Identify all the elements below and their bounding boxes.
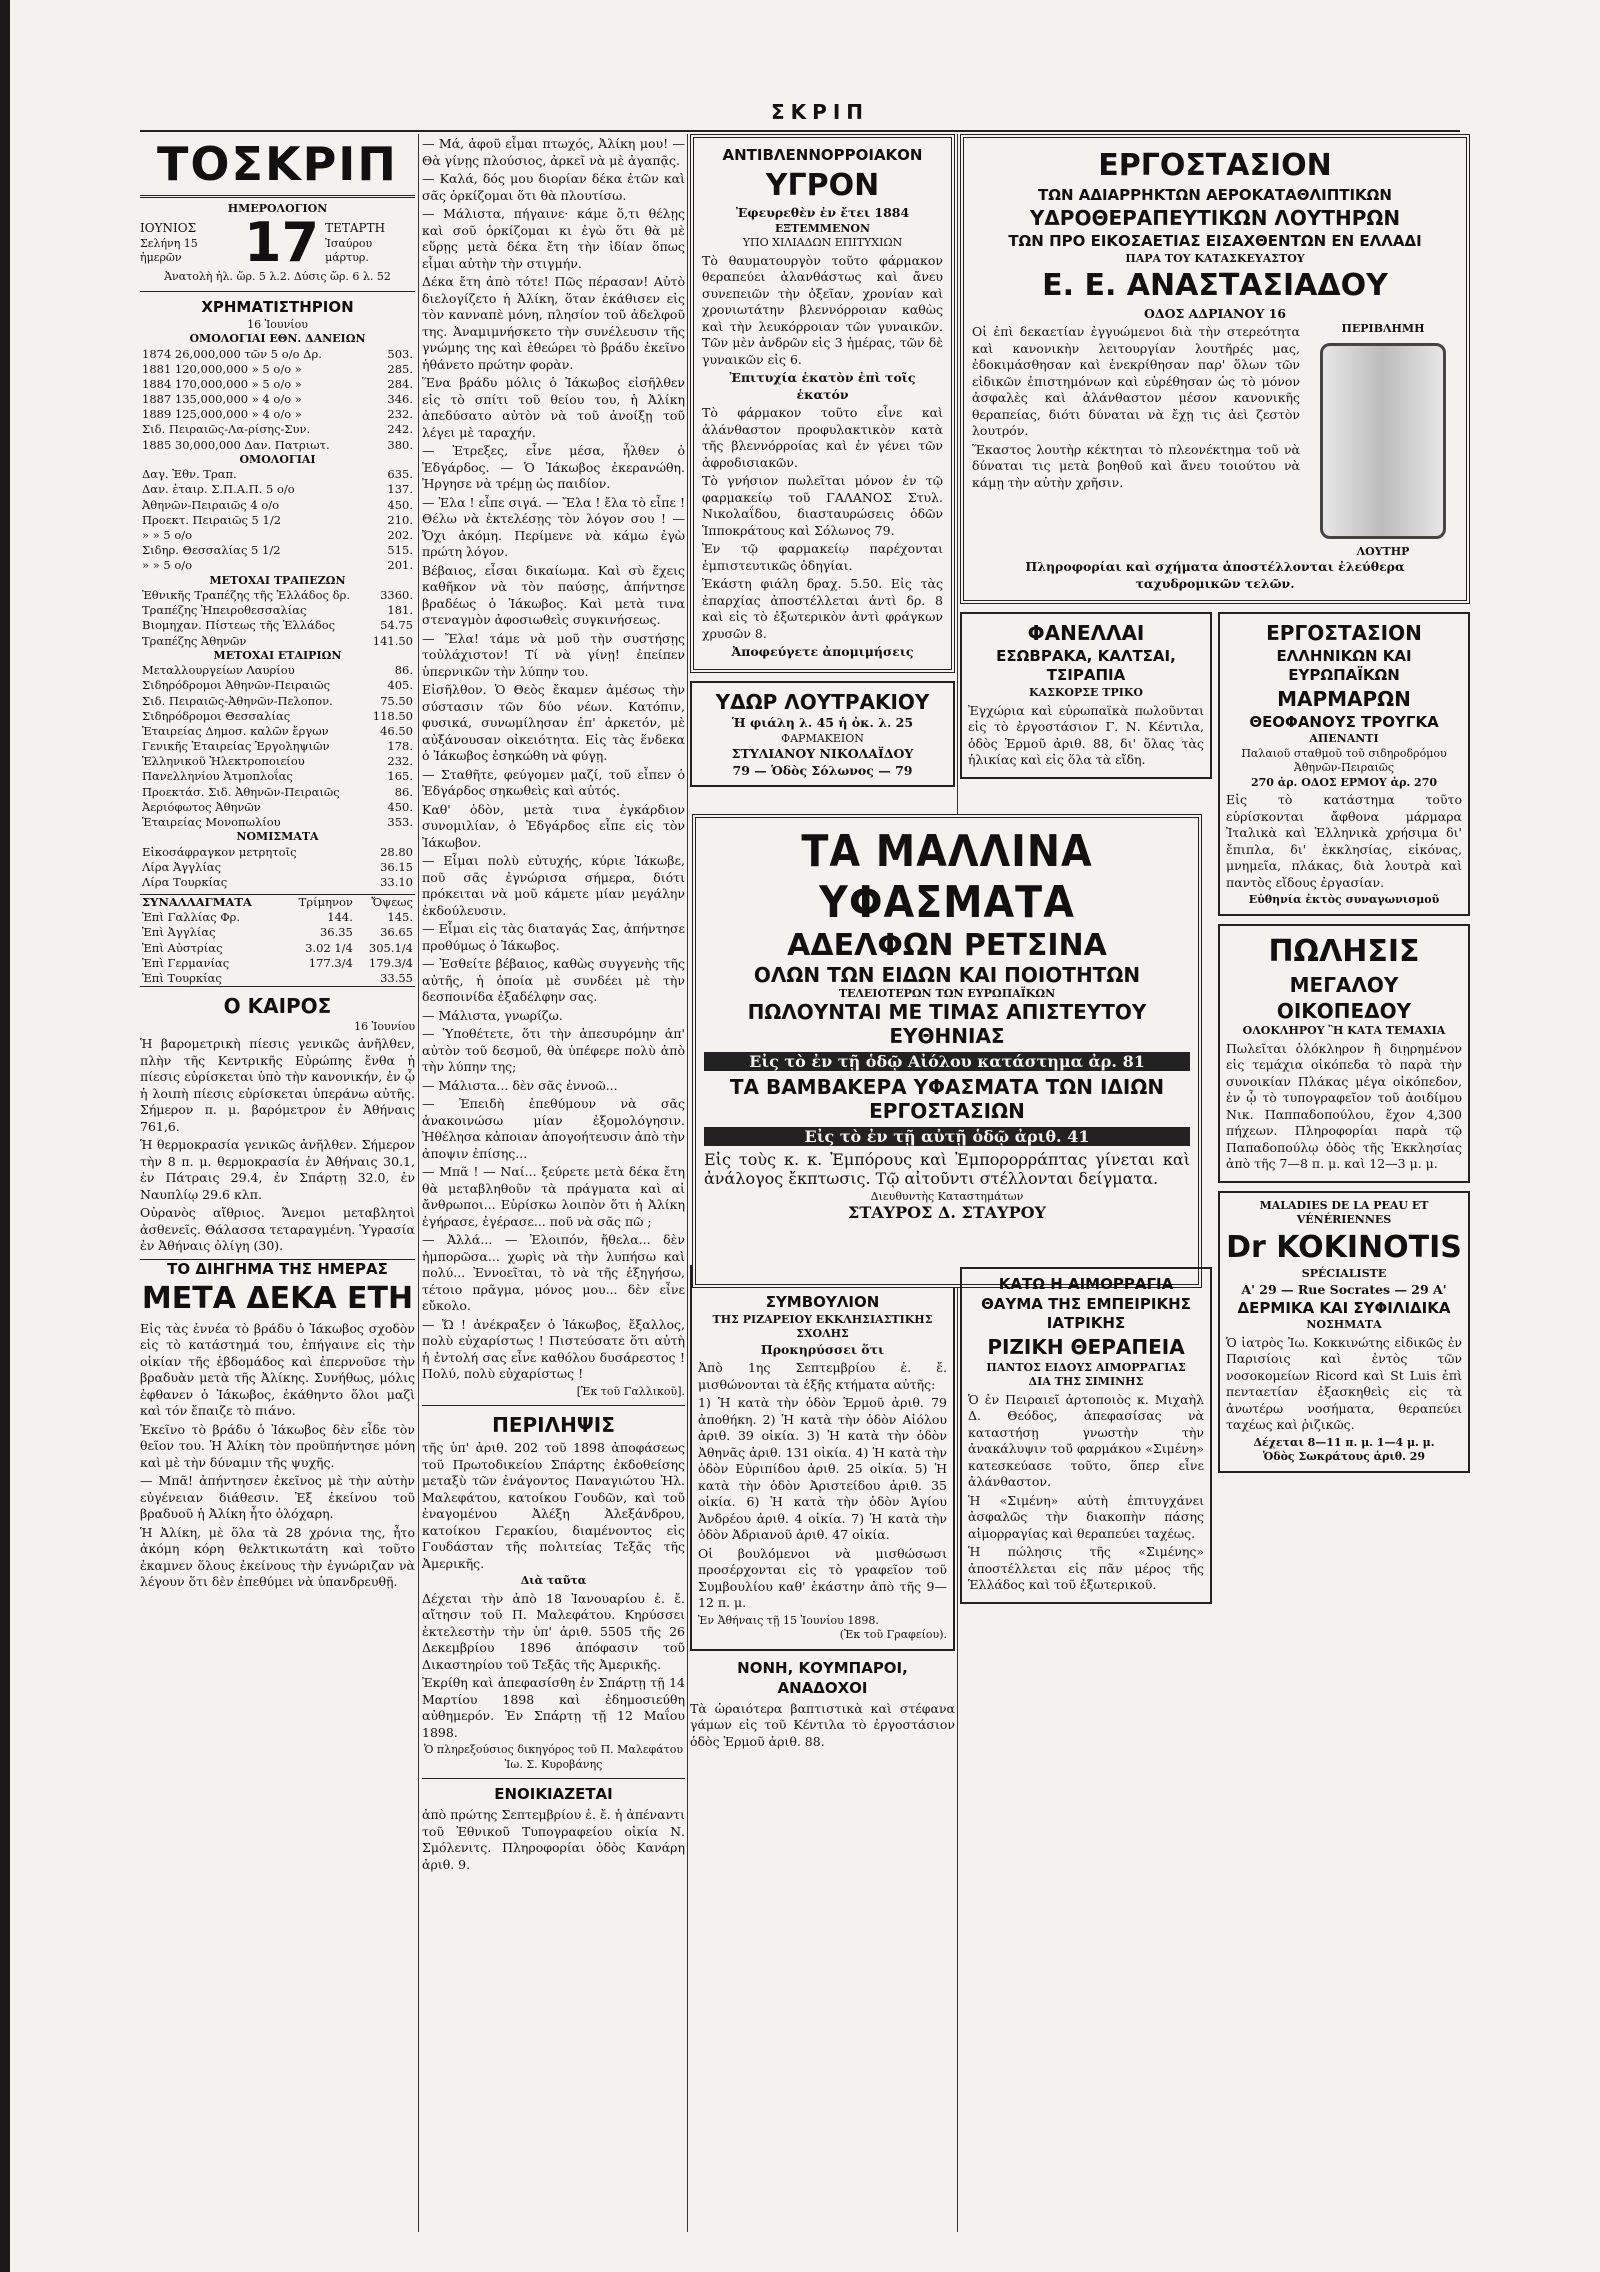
ad-title: ΚΑΤΩ Η ΑΙΜΟΡΡΑΓΙΑ: [998, 1274, 1174, 1293]
story-paragraph: Καθ' ὁδὸν, μετὰ τινα ἐγκάρδιον συνομιλίαν, ὁ Ἐδγάρδος εἶπε εἰς τὸν Ἰάκωβον.: [422, 801, 685, 850]
weather-text: Οὐρανὸς αἴθριος. Ἄνεμοι μεταβλητοὶ ἀσθενεῖς. Θάλασσα τεταραγμένη. Ὑγρασία ἐν Ἀθήναις ὀλίγη (30).: [140, 1205, 415, 1254]
column-1: [140, 134, 415, 2232]
ad-subtitle: ΤΩΝ ΑΔΙΑΡΡΗΚΤΩΝ ΑΕΡΟΚΑΤΑΘΛΙΠΤΙΚΩΝ: [1037, 185, 1392, 204]
coins-table: [140, 845, 415, 891]
table-row: Σιδηρόδρομοι Θεσσαλίας 118.50: [142, 708, 413, 723]
table-row: Προεκτάσ. Σιδ. Ἀθηνῶν-Πειραιῶς 86.: [142, 784, 413, 799]
story-paragraph: — Εἶμαι πολὺ εὐτυχής, κύριε Ἰάκωβε, ποῦ σᾶς ἐγνώρισα σήμερα, διότι πρόκειται νὰ μοῦ κάμετε μίαν μεγάλην ἐκδούλευσιν.: [422, 853, 685, 918]
saint-of-day: Ἰσαύρου μάρτυρ.: [325, 236, 373, 265]
story-paragraph: — Ἐτρεξες, εἶνε μέσα, ἦλθεν ὁ Ἐδγάρδος. — Ὁ Ἰάκωβος ἐκερανώθη. Ἠργησε νὰ τρέμῃ ὡς παιδίον.: [422, 443, 685, 491]
ad-address: Α' 29 — Rue Socrates — 29 Α': [1241, 1282, 1447, 1297]
story-paragraph: Ἡ Ἀλίκη, μὲ ὅλα τὰ 28 χρόνια της, ἦτο ἀκόμη κόρη θελκτικωτάτη καὶ τοῦτο ἐκαμνεν ὅλους ἐκείνους τὴν ἐγνώριζαν νὰ λέγουν ὅτι δὲν ἐπεθύμει νὰ ὑπανδρευθῇ.: [140, 1524, 415, 1590]
table-row: Ἐθνικῆς Τραπέζης τῆς Ἑλλάδος δρ. 3360.: [142, 588, 413, 603]
notice-text: 1) Ἡ κατὰ τὴν ὁδὸν Ἑρμοῦ ἀριθ. 79 ἀποθήκη. 2) Ἡ κατὰ τὴν ὁδὸν Αἰόλου ἀριθ. 39 οἰκία. 3) Ἡ κατὰ τὴν ὁδὸν Ἀθηνᾶς ἀριθ. 131 οἰκία. 4) Ἡ κατὰ τὴν ὁδὸν Εὐριπίδου ἀριθ. 25 οἰκία. 5) Ἡ κατὰ τὴν ὁδὸν Ἀριστείδου ἀριθ. 35 οἰκία. 6) Ἡ κατὰ τὴν ὁδὸν Ἁγίου Ἀνδρέου ἀριθ. 4 οἰκία. 7) Ἡ κατὰ τὴν ὁδὸν Ἀδριανοῦ ἀριθ. 47 οἰκία.: [698, 1395, 947, 1543]
ad-subtitle: ΘΑΥΜΑ ΤΗΣ ΕΜΠΕΙΡΙΚΗΣ ΙΑΤΡΙΚΗΣ: [981, 1294, 1191, 1333]
table-row: Ἀεριόφωτος Ἀθηνῶν 450.: [142, 799, 413, 814]
story-paragraph: — Μά, ἀφοῦ εἶμαι πτωχός, Ἀλίκη μου! — Θὰ γίνῃς πλούσιος, ἀρκεῖ νὰ μὲ ἀγαπᾷς.: [422, 136, 685, 168]
table-row: Σιδηρ. Θεσσαλίας 5 1/2 515.: [142, 543, 413, 558]
ad-subtitle: ΔΕΡΜΙΚΑ ΚΑΙ ΣΥΦΙΛΙΔΙΚΑ: [1237, 1298, 1451, 1317]
weather-title: Ο ΚΑΙΡΟΣ: [223, 994, 332, 1019]
ad-signature-label: Διευθυντὴς Καταστημάτων: [870, 1190, 1024, 1203]
ad-subtitle: ΚΑΣΚΟΡΣΕ ΤΡΙΚΟ: [1028, 686, 1144, 700]
table-row: 1887 135,000,000 » 4 ο/ο » 346.: [142, 392, 413, 407]
ad-title: ΜΕΓΑΛΟΥ ΟΙΚΟΠΕΔΟΥ: [1276, 972, 1412, 1023]
ad-title: ΤΑ ΜΑΛΛΙΝΑ ΥΦΑΣΜΑΤΑ: [801, 826, 1093, 928]
ad-text: Τὸ γνήσιον πωλεῖται μόνον ἐν τῷ φαρμακείῳ τοῦ ΓΑΛΑΝΟΣ Στυλ. Νικολαΐδου, διασταυρώσεις ὁδῶν Ἱπποκράτους καὶ Σόλωνος 79.: [702, 473, 943, 538]
ad-address: Εἰς τὸ ἐν τῇ αὐτῇ ὁδῷ ἀριθ. 41: [704, 1127, 1190, 1146]
ad-subtitle: ΠΑΝΤΟΣ ΕΙΔΟΥΣ ΑΙΜΟΡΡΑΓΙΑΣ: [986, 1360, 1186, 1374]
fx-table: [140, 894, 415, 987]
ad-subtitle: Παλαιοῦ σταθμοῦ τοῦ σιδηροδρόμου Ἀθηνῶν-Πειραιῶς: [1241, 746, 1447, 775]
figure-label: ΛΟΥΤΗΡ: [1356, 544, 1410, 558]
ad-subtitle: ΕΛΛΗΝΙΚΩΝ ΚΑΙ ΕΥΡΩΠΑΪΚΩΝ: [1276, 646, 1412, 685]
ad-footer: Πληροφορίαι καὶ σχήματα ἀποστέλλονται ἐλεύθερα ταχυδρομικῶν τελῶν.: [1025, 559, 1405, 591]
story-paragraph: — Ἐπειδὴ ἐπεθύμουν νὰ σᾶς ἀνακοινώσω μίαν ἐξομολόγησιν. Ἠθέλησα κἀποιαν ἀπογοήτευσιν ἀπὸ τὴν ἀποψιν ἐπίσης...: [422, 1096, 685, 1161]
weekday: ΤΕΤΑΡΤΗ: [325, 220, 386, 235]
ad-text: Ἐγχώρια καὶ εὐρωπαϊκὰ πωλοῦνται εἰς τὸ ἐργοστάσιον Γ. Ν. Κέντιλα, ὁδὸς Ἑρμοῦ ἀριθ. 88, δι' ὅλας τὰς ἡλικίας καὶ εἰς ὅλα τὰ εἴδη.: [968, 702, 1204, 768]
center-ad-spacer: [960, 787, 1212, 1267]
ad-subtitle: ΣΤΥΛΙΑΝΟΥ ΝΙΚΟΛΑΪΔΟΥ: [731, 746, 914, 762]
ad-signature: ΣΤΑΥΡΟΣ Δ. ΣΤΑΥΡΟΥ: [848, 1203, 1046, 1222]
month: ΙΟΥΝΙΟΣ: [140, 220, 197, 235]
table-row: Γενικῆς Ἑταιρείας Ἐργοληψιῶν 178.: [142, 739, 413, 754]
story-paragraph: Ἐκεῖνο τὸ βράδυ ὁ Ἰάκωβος δὲν εἶδε τὸν θεῖον του. Ἡ Ἀλίκη τὸν προϋπήντησε μόνη καὶ μὲ τὴν δύναμιν τῆς ψυχῆς.: [140, 1421, 415, 1470]
story-paragraph: Εἰς τὰς ἐννέα τὸ βράδυ ὁ Ἰάκωβος σχοδὸν εἰς τὸ κατάστημά του, ἐπήγαινε εἰς τὴν οἰκίαν τῆς ἑβδομάδος καὶ ἐπερνοῦσε τὴν βραδυὰν μετὰ τῆς Ἀλίκης. Συνήθως, μόλις ἐφθανεν ὁ Ἰάκωβος, ἐκάθηντο ὅλοι μαζὶ καὶ τόν ἔπαιζε τὸ πιάνο.: [140, 1320, 415, 1419]
ad-text: Εἰς τὸ κατάστημα τοῦτο εὑρίσκονται ἄφθονα μάρμαρα Ἰταλικὰ καὶ Ἑλληνικὰ χρήσιμα δι' ἔπιπλα, δι' ἐκκλησίας, εἰκόνας, μνημεῖα, πλάκας, διὰ λουτρὰ καὶ παντὸς εἴδους ἐργασίαν.: [1226, 792, 1462, 890]
table-row: 1885 30,000,000 Δαν. Πατριωτ. 380.: [142, 437, 413, 452]
weather-text: Ἡ βαρομετρικὴ πίεσις γενικῶς ἀνῆλθεν, πλὴν τῆς Κεντρικῆς Εὐρώπης ἔνθα ἡ πίεσις εὑρίσκεται ὑπὸ τὴν κανονικήν, ἐν ᾧ ἡ λοιπὴ πίεσις εὑρίσκεται ὑπεράνω αὐτῆς. Σήμερον π. μ. βαρόμετρον ἐν Ἀθήναις 761,6.: [140, 1036, 415, 1134]
table-row: Εἰκοσάφραγκον μετρητοῖς 28.80: [142, 844, 413, 859]
hemorrhage-ad: [960, 1267, 1212, 1604]
notice-text: Ἀπὸ 1ης Σεπτεμβρίου ἐ. ἔ. μισθώνονται τὰ ἑξῆς κτήματα αὐτῆς:: [698, 1360, 947, 1392]
table-row: Μεταλλουργείων Λαυρίου 86.: [142, 663, 413, 678]
weather-date: 16 Ἰουνίου: [354, 1019, 415, 1033]
ad-subtitle: ΤΕΛΕΙΟΤΕΡΩΝ ΤΩΝ ΕΥΡΩΠΑΪΚΩΝ: [838, 987, 1056, 1000]
story-paragraph: — Εἶμαι εἰς τὰς διαταγάς Σας, ἀπήντησε προθύμως ὁ Ἰάκωβος.: [422, 921, 685, 953]
section-heading: ΜΕΤΟΧΑΙ ΤΡΑΠΕΖΩΝ: [209, 573, 346, 587]
rent-text: ἀπὸ πρώτης Σεπτεμβρίου ἐ. ἔ. ἡ ἀπέναντι τοῦ Ἐθνικοῦ Τυπογραφείου οἰκία Ν. Σμόλενιτς. Πληροφορίαι ὁδὸς Κανάρη ἀριθ. 9.: [422, 1807, 685, 1872]
ad-text: Ὁ ἰατρὸς Ἰω. Κοκκινώτης εἰδικῶς ἐν Παρισίοις καὶ ἐντὸς τῶν νοσοκομείων Ricord καὶ St Luis ἐπὶ πενταετίαν ἐξασκηθεὶς εἰς τὰ ἀνωτέρω νοσήματα, θεραπεύει ταχέως καὶ ῥιζικῶς.: [1226, 1334, 1462, 1433]
perilipsis-text: Ἐκρίθη καὶ ἀπεφασίσθη ἐν Σπάρτῃ τῇ 14 Μαρτίου 1898 καὶ ἐδημοσιεύθη αὐθημερόν. Ἐν Σπάρτῃ τῇ 12 Μαΐου 1898.: [422, 1675, 685, 1740]
perilipsis-text: Δέχεται τὴν ἀπὸ 18 Ἰανουαρίου ἐ. ἔ. αἴτησιν τοῦ Π. Μαλεφάτου. Κηρύσσει ἐκτελεστὴν τὴν ὑπ' ἀριθ. 5505 τῆς 26 Δεκεμβρίου 1896 ἀπόφασιν τοῦ Δικαστηρίου τοῦ Τεξᾶς τῆς Ἀμερικῆς.: [422, 1590, 685, 1672]
table-row: Σιδ. Πειραιῶς-Ἀθηνῶν-Πελοπον. 75.50: [142, 693, 413, 708]
flannel-ad: [960, 612, 1212, 779]
exchange-title: ΧΡΗΜΑΤΙΣΤΗΡΙΟΝ: [201, 297, 354, 316]
story-paragraph: Δέκα ἔτη ἀπὸ τότε! Πῶς πέρασαν! Αὐτὸ διελογίζετο ἡ Ἀλίκη, ὅταν ἐκάθισεν εἰς τὸν κανναπὲ μόνη, πλησίον τοῦ ἀδελφοῦ της. Ἀναμιμνήσκετο τὴν συνέλευσιν τῆς γνώμης της καὶ ἐθεώρει τὸ βράδυ ἐκεῖνο ἡθάνετο πρώτην φορὰν.: [422, 274, 685, 372]
ad-address: 270 ἀρ. ΟΔΟΣ ΕΡΜΟΥ ἀρ. 270: [1250, 775, 1438, 789]
ad-title: ΑΝΤΙΒΛΕΝΝΟΡΡΟΙΑΚΟΝ: [722, 146, 923, 164]
doctor-ad: [1218, 1191, 1470, 1473]
story-title: ΜΕΤΑ ΔΕΚΑ ΕΤΗ: [141, 1281, 414, 1317]
exchange-date: 16 Ἰουνίου: [247, 317, 308, 331]
ad-subtitle: ΑΠΕΝΑΝΤΙ: [1309, 732, 1379, 746]
table-row: Βιομηχαν. Πίστεως τῆς Ἑλλάδος 54.75: [142, 618, 413, 633]
table-row: 1881 120,000,000 » 5 ο/ο » 285.: [142, 361, 413, 376]
table-row: Τραπέζης Ἀθηνῶν 141.50: [142, 633, 413, 648]
section-heading: ΟΜΟΛΟΓΙΑΙ: [239, 452, 316, 466]
table-row: » » 5 ο/ο 201.: [142, 558, 413, 573]
story-paragraph: — Σταθῆτε, φεύγομεν μαζί, τοῦ εἶπεν ὁ Ἐδγάρδος σηκωθεὶς καὶ αὐτός.: [422, 766, 685, 798]
story-paragraph: — Μάλιστα, γνωρίζω.: [422, 1007, 563, 1023]
table-row: Προεκτ. Πειραιῶς 5 1/2 210.: [142, 512, 413, 527]
ad-text: Ἕκαστος λουτὴρ κέκτηται τὸ πλεονέκτημα τοῦ νὰ δύναται τις μετὰ βοηθοῦ καὶ ἄνευ τοιούτου νὰ κάμῃ τὴν αὐτὴν χρῆσιν.: [972, 441, 1300, 490]
table-row: Σιδηρόδρομοι Ἀθηνῶν-Πειραιῶς 405.: [142, 678, 413, 693]
ad-title: ΥΓΡΟΝ: [765, 167, 880, 203]
masthead: ΣΚΡΙΠ: [771, 100, 869, 124]
figure-label: ΠΕΡΙΒΛΗΜΗ: [1341, 322, 1425, 336]
section-heading: ΟΜΟΛΟΓΙΑΙ ΕΘΝ. ΔΑΝΕΙΩΝ: [189, 332, 366, 346]
section-heading: ΝΟΜΙΣΜΑΤΑ: [236, 830, 319, 844]
nonh-text: Τὰ ὡραιότερα βαπτιστικὰ καὶ στέφανα γάμων εἰς τοῦ Κέντιλα τὸ ἐργοστάσιον ὁδὸς Ἑρμοῦ ἀριθ. 88.: [690, 1700, 955, 1749]
table-row: Ἑταιρείας Μονοπωλίου 353.: [142, 814, 413, 829]
bath-factory-ad: [960, 134, 1470, 604]
table-row: Ἑταιρείας Δημοσ. καλῶν ἔργων 46.50: [142, 723, 413, 738]
sunrise-sunset: Ἀνατολὴ ἡλ. ὥρ. 5 λ.2. Δύσις ὥρ. 6 λ. 52: [164, 270, 391, 284]
page-edge-shadow: [0, 0, 10, 2272]
table-row: Πανελληνίου Ἀτμοπλοΐας 165.: [142, 769, 413, 784]
bathtub-illustration: [1320, 343, 1446, 539]
perilipsis-subtitle: Διὰ ταῦτα: [520, 1574, 587, 1588]
table-row: 1884 170,000,000 » 5 ο/ο » 284.: [142, 376, 413, 391]
ad-text: Ἡ «Σιμένη» αὐτὴ ἐπιτυγχάνει ἀσφαλῶς τὴν διακοπὴν πάσης αἱμορραγίας καὶ θεραπεύει ταχέως.: [968, 1492, 1204, 1541]
story-paragraph: — Ἀλλά... — Ἐλοιπόν, ἤθελα... δὲν ἠμπορῶσα... χωρὶς νὰ τὴν λυπήσω καὶ πολύ... Ἐννοεῖται, τὸ νὰ τῆς ἐξηγήσω, τέτοιο πρᾶγμα, μόνος μου... δὲν εἶνε εὔκολο.: [422, 1232, 685, 1313]
table-row: Σιδ. Πειραιῶς-Λα-ρίσης-Συν. 242.: [142, 422, 413, 437]
date-block: [140, 211, 415, 275]
ad-text: Εἰς τοὺς κ. κ. Ἐμπόρους καὶ Ἐμπορορράπτας γίνεται καὶ ἀνάλογος ἔκπτωσις. Τῷ αἰτοῦντι στέλλονται δείγματα.: [704, 1150, 1190, 1188]
nonh-title: ΝΟΝΗ, ΚΟΥΜΠΑΡΟΙ, ΑΝΑΔΟΧΟΙ: [737, 1658, 908, 1697]
synvoulion-notice: [690, 1265, 955, 1651]
bonds-table-2: [140, 467, 415, 573]
loutraki-ad: [690, 681, 955, 787]
land-sale-ad: [1218, 924, 1470, 1183]
notice-source: (Ἐκ τοῦ Γραφείου).: [839, 1628, 947, 1642]
story-paragraph: — Ὤ ! ἀνέκραξεν ὁ Ἰάκωβος, ἔξαλλος, πολὺ εὐχαρίστως ! Πιστεύσατε ὅτι αὐτὴ ἡ ἐντολή σας εἶνε καθόλου δυσάρεστος ! Πολύ, πολὺ εὐχαρίστως !: [422, 1316, 685, 1381]
table-row: Ἐπὶ Ἀγγλίας 36.35 36.65: [142, 925, 413, 940]
ad-subtitle: ΠΩΛΟΥΝΤΑΙ ΜΕ ΤΙΜΑΣ ΑΠΙΣΤΕΥΤΟΥ ΕΥΘΗΝΙΑΣ: [747, 1000, 1147, 1048]
table-row: Δαν. ἐταιρ. Σ.Π.Α.Π. 5 ο/ο 137.: [142, 482, 413, 497]
ad-title: Dr KOKINOTIS: [1226, 1229, 1462, 1265]
ad-subtitle: ΜΑΡΜΑΡΩΝ: [1277, 687, 1411, 712]
story-paragraph: — Μάλιστα... δὲν σᾶς ἐννοῶ...: [422, 1077, 618, 1093]
table-row: 1874 26,000,000 τῶν 5 ο/ο Δρ. 503.: [142, 346, 413, 361]
ad-title: ΕΡΓΟΣΤΑΣΙΟΝ: [1098, 148, 1332, 183]
ad-subtitle: ΤΑ ΒΑΜΒΑΚΕΡΑ ΥΦΑΣΜΑΤΑ ΤΩΝ ΙΔΙΩΝ ΕΡΓΟΣΤΑΣΙΩΝ: [729, 1075, 1165, 1123]
ad-subtitle: ΑΔΕΛΦΩΝ ΡΕΤΣΙΝΑ: [787, 928, 1107, 963]
ad-address: Ὁδὸς Σωκράτους ἀριθ. 29: [1262, 1450, 1426, 1464]
antivlennorroiakon-ad: [690, 134, 955, 673]
perilipsis-text: τῆς ὑπ' ἀριθ. 202 τοῦ 1898 ἀποφάσεως τοῦ Πρωτοδικείου Σπάρτης ἐκδοθείσης μεταξὺ τῶν ἐνάγοντος Παναγιώτου Ἠλ. Μαλεφάτου, κατοίκου Γουδῶν, καὶ τοῦ ἐναγομένου Ἀλέξη Ἀλεξάνδρου, κατοίκου Γερακίου, διαμένοντος εἰς Γουδάσταν τῆς πολιτείας Τεξᾶς τῆς Ἀμερικῆς.: [422, 1440, 685, 1571]
section-heading: ΜΕΤΟΧΑΙ ΕΤΑΙΡΙΩΝ: [213, 648, 342, 662]
companies-table: [140, 663, 415, 830]
moon-phase: Σελήνη 15 ἡμερῶν: [140, 236, 198, 265]
story-source: [Ἐκ τοῦ Γαλλικοῦ].: [576, 1384, 685, 1398]
masthead-rule: [140, 130, 1460, 132]
ad-price: Ἡ φιάλη λ. 45 ἡ ὀκ. λ. 25: [731, 715, 914, 731]
story-paragraph: — Ἔλα! τάμε νὰ μοῦ τὴν συστήσῃς τοὐλάχιστον! Τί νὰ γίνῃ! ἐπείπεν ὑπερνικῶν τὴν λύπην του.: [422, 630, 685, 679]
notice-subtitle: ΤΗΣ ΡΙΖΑΡΕΙΟΥ ΕΚΚΛΗΣΙΑΣΤΙΚΗΣ ΣΧΟΛΗΣ: [712, 1312, 933, 1341]
day-number: 17: [243, 211, 320, 275]
table-row: Τραπέζης Ἠπειροθεσσαλίας 181.: [142, 603, 413, 618]
ad-subtitle: ΦΑΡΜΑΚΕΙΟΝ: [781, 731, 864, 745]
table-row: Ἐπὶ Γαλλίας Φρ. 144. 145.: [142, 910, 413, 925]
ad-title: ΥΔΩΡ ΛΟΥΤΡΑΚΙΟΥ: [715, 689, 930, 714]
table-row: Ἀθηνῶν-Πειραιῶς 4 ο/ο 450.: [142, 497, 413, 512]
column-divider: [687, 134, 688, 2232]
ad-text: Ὁ ἐν Πειραιεῖ ἀρτοποιὸς κ. Μιχαὴλ Δ. Θεόδος, ἀπεφασίσας νὰ καταστήσῃ γνωστὴν τὴν ἀνακάλυψιν τοῦ φαρμάκου «Σιμένη» κατεσκεύασε τοῦτο, ὅπερ εἶνε ἀλάνθαστον.: [968, 1391, 1204, 1490]
story-paragraph: — Μπᾶ! ἀπήντησεν ἐκεῖνος μὲ τὴν αὐτὴν εὐγένειαν διάθεσιν. Ἐξ ἐκείνου τοῦ βραδυοῦ ἡ Ἀλίκη ἦτο ὁλόχαρη.: [140, 1473, 415, 1522]
notice-subtitle: Προκηρύσσει ὅτι: [760, 1341, 885, 1357]
notice-title: ΣΥΜΒΟΥΛΙΟΝ: [765, 1293, 880, 1312]
ad-subtitle: ΠΑΡΑ ΤΟΥ ΚΑΤΑΣΚΕΥΑΣΤΟΥ: [1125, 251, 1305, 265]
table-row: Λίρα Τουρκίας 33.10: [142, 874, 413, 889]
ad-subtitle: ΕΞΤΕΜΜΕΝΟΝ: [774, 221, 871, 235]
calendar-heading: ΗΜΕΡΟΛΟΓΙΟΝ: [227, 201, 328, 215]
table-row: Ἐπὶ Γερμανίας 177.3/4 179.3/4: [142, 955, 413, 970]
ad-subtitle: ΤΩΝ ΠΡΟ ΕΙΚΟΣΑΕΤΙΑΣ ΕΙΣΑΧΘΕΝΤΩΝ ΕΝ ΕΛΛΑΔΙ: [1008, 231, 1422, 250]
story-paragraph: Βέβαιος, εἶσαι δικαίωμα. Καὶ σὺ ἔχεις καθῆκον νὰ τὸν παύσῃς, ἀπήντησε βραδέως ὁ Ἰάκωβος. Καὶ μετὰ τινα στεναγμὸν ἀφοσιωθεὶς συγκινήσεως.: [422, 562, 685, 627]
table-header: ΣΥΝΑΛΛΑΓΜΑΤΑ Τρίμηνον Ὄψεως: [142, 895, 413, 910]
ad-title: ΕΡΓΟΣΤΑΣΙΟΝ: [1266, 621, 1422, 646]
notice-date: Ἐν Ἀθήναις τῇ 15 Ἰουνίου 1898.: [698, 1613, 879, 1627]
ad-address: Εἰς τὸ ἐν τῇ ὁδῷ Αἰόλου κατάστημα ἀρ. 81: [704, 1052, 1190, 1071]
story-paragraph: — Ἐσθείτε βέβαιος, καθὼς συγγενὴς τῆς αὐτῆς, ἡ ὁποία μὲ συνδέει μὲ τὴν δεσποινίδα ἐξαδέλφην σας.: [422, 956, 685, 1004]
story-paragraph: — Μάλιστα, πήγαινε· κάμε ὅ,τι θέλῃς καὶ σοῦ ὁρκίζομαι κι ἐγὼ ὅτι θὰ μὲ εὕρῃς μετὰ δέκα ἔτη τὴν ἰδίαν ὅπως εἶμαι αὐτὴν τὴν στιγμήν.: [422, 206, 685, 271]
ad-subtitle: ΝΟΣΗΜΑΤΑ: [1306, 1318, 1382, 1332]
table-row: Ἑλληνικοῦ Ἠλεκτροποιείου 232.: [142, 754, 413, 769]
ad-text: Ἡ πώλησις τῆς «Σιμένης» ἀποστέλλεται εἰς πᾶν μέρος τῆς Ἑλλάδος καὶ τοῦ ἐξωτερικοῦ.: [968, 1544, 1204, 1593]
ad-title: ΠΩΛΗΣΙΣ: [1268, 933, 1420, 969]
ad-title: ΦΑΝΕΛΛΑΙ: [1027, 621, 1145, 646]
banks-table: [140, 588, 415, 649]
table-row: Ἐπὶ Αὐστρίας 3.02 1/4 305.1/4: [142, 940, 413, 955]
ad-price: Ἑκάστη φιάλη δραχ. 5.50. Εἰς τὰς ἐπαρχίας ἀποστέλλεται ἀντὶ δρ. 8 καὶ εἰς τὸ ἐξωτερικὸν ἀντὶ φράγκων χρυσῶν 8.: [702, 576, 943, 641]
table-row: » » 5 ο/ο 202.: [142, 527, 413, 542]
ad-warning: Ἀποφεύγετε ἀπομιμήσεις: [731, 644, 914, 660]
column-4: [960, 134, 1470, 2232]
ad-text: Οἱ ἐπὶ δεκαετίαν ἐγγυώμενοι διὰ τὴν στερεότητα καὶ κανονικὴν λειτουργίαν λουτῆρές μας, ἐδοκιμάσθησαν καὶ ἐνεκρίθησαν παρ' ὅλων τῶν εἰδικῶν ἐπιστημόνων καὶ εὑρέθησαν ὡς τὸ μόνον ἀσφαλὲς καὶ ἀλάνθαστον μέσον κανονικῆς θεραπείας, διότι δύναται νὰ ἔχῃ τις ἀεὶ ζεστὸν λουτρόν.: [972, 324, 1300, 439]
story-kicker: ΤΟ ΔΙΗΓΗΜΑ ΤΗΣ ΗΜΕΡΑΣ: [140, 1259, 415, 1280]
marble-factory-ad: [1218, 612, 1470, 916]
ad-name: ΘΕΟΦΑΝΟΥΣ ΤΡΟΥΓΚΑ: [1249, 712, 1439, 731]
ad-subtitle: ΕΣΩΒΡΑΚΑ, ΚΑΛΤΣΑΙ, ΤΣΙΡΑΠΙΑ: [996, 646, 1176, 685]
ad-subtitle: ΟΛΟΚΛΗΡΟΥ Ἢ ΚΑΤΑ ΤΕΜΑΧΙΑ: [1242, 1024, 1446, 1038]
table-row: Λίρα Ἀγγλίας 36.15: [142, 859, 413, 874]
bonds-table-1: [140, 347, 415, 453]
ad-subtitle: ΥΠΟ ΧΙΛΙΑΔΩΝ ΕΠΙΤΥΧΙΩΝ: [742, 236, 903, 250]
ad-subtitle: ΔΙΑ ΤΗΣ ΣΙΜΙΝΗΣ: [1028, 1375, 1144, 1389]
weather-text: Ἡ θερμοκρασία γενικῶς ἀνῆλθεν. Σήμερον τὴν 8 π. μ. θερμοκρασία ἐν Ἀθήναις 30.1, ἐν Πάτραις 29.4, ἐν Σπάρτῃ 32.0, ἐν Ναυπλίῳ 29.6 κλπ.: [140, 1137, 415, 1202]
column-2: [422, 134, 685, 2232]
ad-text: Τὸ θαυματουργὸν τοῦτο φάρμακον θεραπεύει ἀλανθάστως καὶ ἄνευ συνεπειῶν τὴν ὀξεῖαν, χρονίαν καὶ χρονιωτάτην βλεννόρροιαν καθὼς καὶ τὴν λευκόρροιαν τῶν γυναικῶν. Τῶν μὲν ἀνδρῶν εἰς 3 ἡμέρας, τῶν δὲ γυναικῶν εἰς 6.: [702, 252, 943, 367]
notice-text: Οἱ βουλόμενοι νὰ μισθώσωσι προσέρχονται εἰς τὸ γραφεῖον τοῦ Συμβουλίου καθ' ἑκάστην ἀπὸ τῆς 9—12 π. μ.: [698, 1545, 947, 1611]
story-paragraph: — Μπᾶ ! — Ναί... ξεύρετε μετὰ δέκα ἔτη θὰ μεταβληθοῦν τὰ πράγματα καὶ αἱ ἄνθρωποι... Εὑρίσκω λοιπὸν ὅτι ἡ Ἀλίκη ἐγήρασε, ἐγέρασε... ποῦ νὰ σᾶς πῶ ;: [422, 1164, 685, 1229]
ad-address: 79 — Ὁδὸς Σόλωνος — 79: [732, 762, 913, 778]
story-paragraph: — Καλά, δός μου διορίαν δέκα ἐτῶν καὶ σᾶς ὁρκίζομαι ὅτι θὰ πλουτίσω.: [422, 171, 685, 203]
ad-footer: Εὐθηνία ἐκτὸς συναγωνισμοῦ: [1248, 893, 1440, 907]
ad-text: Πωλεῖται ὁλόκληρον ἢ διῃρημένον εἰς τεμάχια οἰκόπεδα τὸ παρὰ τὴν συνοικίαν Πλάκας μέγα οἰκόπεδον, ἐν ᾧ τὸ τυπογραφεῖον τοῦ ἀοιδίμου Νικ. Παππαδοπούλου, ἔχον 4,300 πήχεων. Πληροφορίαι παρὰ τῷ Παπαδοπούλῳ ὁδὸς τῆς Ἐκκλησίας ἀπὸ τῆς 7—8 π. μ. καὶ 12—3 μ. μ.: [1226, 1040, 1462, 1172]
ad-hours: Δέχεται 8—11 π. μ. 1—4 μ. μ.: [1253, 1435, 1435, 1449]
ad-subtitle: Ἐφευρεθὲν ἐν ἔτει 1884: [735, 205, 910, 221]
story-paragraph: — Ἐλα ! εἶπε σιγά. — Ἔλα ! ἔλα τὸ εἶπε ! Θέλω νὰ ἐκτελέσῃς τὸν λόγον σου ! — Ὄχι ἀκόμη. Περίμενε νὰ κάμω ἐγὼ πρώτη λόγον.: [422, 494, 685, 559]
newspaper-logo: ΤΟΣΚΡΙΠ: [140, 134, 415, 198]
ad-subtitle: Ἐπιτυχία ἑκατὸν ἐπὶ τοῖς ἑκατόν: [729, 370, 916, 402]
column-divider: [418, 134, 419, 2232]
ad-subtitle: SPÉCIALISTE: [1301, 1267, 1387, 1281]
table-row: Δαγ. Ἐθν. Τραπ. 635.: [142, 467, 413, 482]
table-row: 1889 125,000,000 » 4 ο/ο » 232.: [142, 407, 413, 422]
ad-name: Ε. Ε. ΑΝΑΣΤΑΣΙΑΔΟΥ: [1042, 268, 1388, 304]
story-paragraph: — Ὑποθέτετε, ὅτι τὴν ἀπεσυρόμην ἀπ' αὐτὸν τοῦ δεσμοῦ, θὰ ὑπέφερε πολὺ ἀπὸ τὴν λύπην της;: [422, 1026, 685, 1074]
story-paragraph: Εἰσῆλθον. Ὁ Θεὸς ἔκαμεν ἀμέσως τὴν σύστασιν τῶν δύο νέων. Κατόπιν, φυσικά, συνωμίλησαν ἐπ' ἀρκετόν, μὲ αὐξάνουσαν οἰκειότητα. Εἰς τὰς ἕνδεκα ὁ Ἰάκωβος ἐσηκώθη νὰ φύγῃ.: [422, 682, 685, 763]
ad-text: Ἐν τῷ φαρμακείῳ παρέχονται ἐμπιστευτικῶς ὁδηγίαι.: [702, 541, 943, 573]
ad-text: Τὸ φάρμακον τοῦτο εἶνε καὶ ἀλάνθαστον προφυλακτικὸν κατὰ τῆς βλεννόρροίας καὶ ἐν γένει τῶν ἀφροδισιακῶν.: [702, 405, 943, 470]
ad-subtitle: MALADIES DE LA PEAU ET VÉNÉRIENNES: [1259, 1198, 1429, 1227]
ad-address: ΟΔΟΣ ΑΔΡΙΑΝΟΥ 16: [1144, 305, 1286, 321]
table-row: Ἐπὶ Τουρκίας 33.55: [142, 971, 413, 985]
ad-subtitle: ΡΙΖΙΚΗ ΘΕΡΑΠΕΙΑ: [987, 1335, 1185, 1360]
perilipsis-title: ΠΕΡΙΛΗΨΙΣ: [492, 1413, 615, 1438]
rent-title: ΕΝΟΙΚΙΑΖΕΤΑΙ: [494, 1785, 613, 1804]
ad-subtitle: ΟΛΩΝ ΤΩΝ ΕΙΔΩΝ ΚΑΙ ΠΟΙΟΤΗΤΩΝ: [753, 963, 1141, 987]
ad-subtitle: ΥΔΡΟΘΕΡΑΠΕΥΤΙΚΩΝ ΛΟΥΤΗΡΩΝ: [1029, 206, 1401, 231]
perilipsis-signature: Ὁ πληρεξούσιος δικηγόρος τοῦ Π. Μαλεφάτου Ἰω. Σ. Κυροβάνης: [423, 1743, 684, 1771]
story-paragraph: Ἕνα βράδυ μόλις ὁ Ἰάκωβος εἰσῆλθεν εἰς τὸ σπίτι τοῦ θείου του, ἡ Ἀλίκη ἀπεδύσατο αὐτὸν νὰ τοῦ ἀνοίξῃ τοῦ λέγει μὲ ταραχήν.: [422, 375, 685, 440]
